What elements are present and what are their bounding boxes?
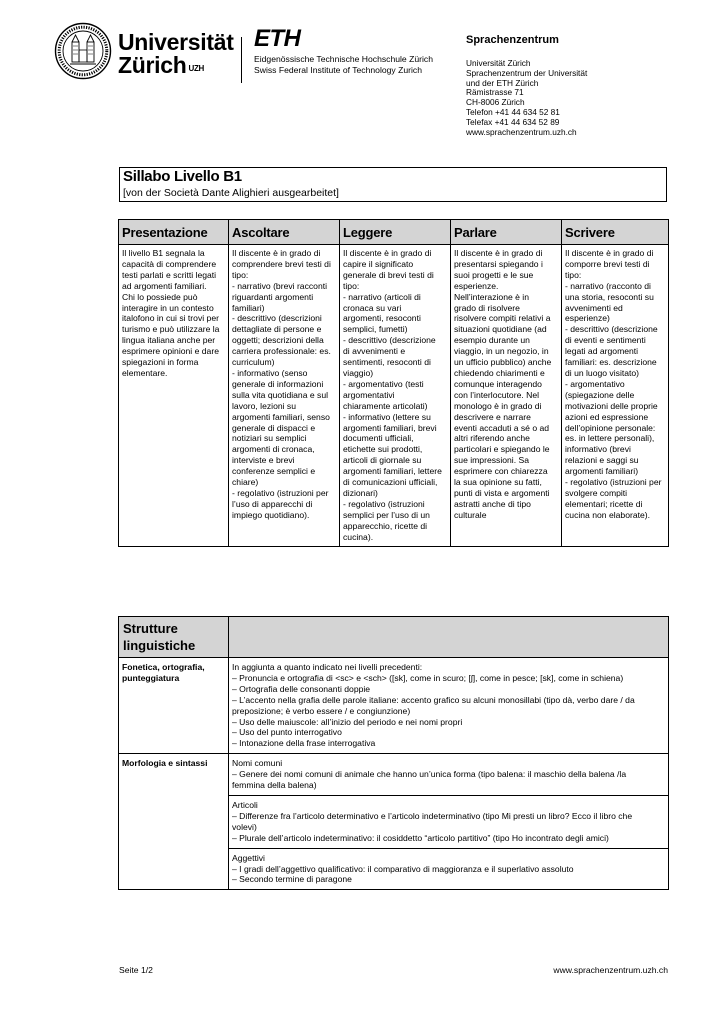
text-line: - informativo (lettere su <box>343 411 431 422</box>
address-line: Universität Zürich <box>466 58 531 68</box>
text-line: – Pronuncia e ortografia di <sc> e <sch> ([sk], come in scuro; [ʃ], come in pesce; [sk], come in schiena) <box>232 672 624 683</box>
address-block <box>466 59 587 137</box>
text-line: comporre brevi testi di <box>565 258 650 269</box>
text-line: esperienze. <box>454 280 499 291</box>
text-line: una storia, resoconti su <box>565 291 654 302</box>
text-line: italofono in cui si trovi per <box>122 313 219 324</box>
text-line: – Ortografia delle consonanti doppie <box>232 683 371 694</box>
text-line: particolari e spiegando le <box>454 444 550 455</box>
text-line: capacità di comprendere <box>122 258 217 269</box>
text-line: familiari: es. descrizione <box>565 357 657 368</box>
text-line: Articoli <box>232 799 258 810</box>
skills-content-row <box>119 245 669 547</box>
cell-leggere <box>340 245 451 547</box>
row-content-fonetica <box>229 658 669 754</box>
text-line: presentarsi spiegando i <box>454 258 543 269</box>
page-number: Seite 1/2 <box>119 965 153 975</box>
table-row <box>119 658 669 754</box>
uzh-abbr: UZH <box>188 64 205 73</box>
syllabus-subtitle: [von der Società Dante Alighieri ausgearbeitet] <box>123 187 339 199</box>
text-line: dell’opinione personale: <box>565 422 656 433</box>
text-line: Aggettivi <box>232 852 265 863</box>
address-line: und der ETH Zürich <box>466 77 539 88</box>
text-line: elementari; ricette di <box>565 498 643 509</box>
text-line: eventi accaduti a sé o ad <box>454 422 550 433</box>
table-row <box>119 754 669 796</box>
text-line: cucina). <box>343 531 374 542</box>
header-scrivere: Scrivere <box>562 220 669 245</box>
text-line: lavoro, lezioni su <box>232 400 297 411</box>
text-line: avvenimenti ed <box>565 302 623 313</box>
text-line: apparecchio, ricette di <box>343 520 428 531</box>
text-line: altri riferendo anche <box>454 433 530 444</box>
header-leggere: Leggere <box>340 220 451 245</box>
text-line: Il discente è in grado di <box>232 248 321 258</box>
eth-name-en: Swiss Federal Institute of Technology Zurich <box>254 65 422 75</box>
text-line: sulla vita quotidiana e sul <box>232 389 329 400</box>
text-line: - argomentativo (testi <box>343 378 424 389</box>
structures-table <box>118 616 669 890</box>
syllabus-title: Sillabo Livello B1 <box>123 168 242 185</box>
eth-name-de: Eidgenössische Technische Hochschule Zürich <box>254 54 433 64</box>
text-line: conferenze semplici e <box>232 466 316 477</box>
text-line: Il discente è in grado di <box>565 248 654 258</box>
text-line: notiziari su semplici <box>232 433 307 444</box>
text-line: dizionari) <box>343 487 378 498</box>
text-line: semplici, fumetti) <box>343 324 408 335</box>
text-line: comunque interagendo <box>454 378 542 389</box>
text-line: argomenti familiari, lettere <box>343 466 442 477</box>
text-line: volevi) <box>232 821 257 832</box>
text-line: tipo: <box>343 280 360 291</box>
text-line: di avvenimenti e <box>343 346 406 357</box>
text-line: - descrittivo (descrizioni <box>232 313 322 324</box>
text-line: l’uso di apparecchi di <box>232 498 313 509</box>
text-line: – L’accento nella grafia delle parole italiane: accento grafico su alcuni monosillabi (tipo dà, verbo dare / da <box>232 694 635 705</box>
text-line: ad argomenti familiari. <box>122 280 207 291</box>
text-line: - narrativo (racconto di <box>565 280 651 291</box>
address-line: Sprachenzentrum der Universität <box>466 67 588 78</box>
structures-header-row <box>119 617 669 658</box>
address-line: CH-8006 Zürich <box>466 97 525 108</box>
text-line: articoli di giornale su <box>343 455 422 466</box>
text-line: argomentativi <box>343 389 395 400</box>
eth-logo: ETH <box>254 25 301 52</box>
cell-presentazione <box>119 245 229 547</box>
text-line: risolvere compiti relativi a <box>454 313 551 324</box>
text-line: - narrativo (articoli di <box>343 291 421 302</box>
text-line: situazioni quotidiane (ad <box>454 324 547 335</box>
text-line: (spiegazione delle <box>565 389 635 400</box>
text-line: capire il significato <box>343 258 414 269</box>
text-line: - regolativo (istruzioni <box>343 498 425 509</box>
text-line: oggetti; descrizioni della <box>232 335 324 346</box>
cell-parlare <box>451 245 562 547</box>
text-line: testi parlati e scritti legati <box>122 269 217 280</box>
text-line: – Uso delle maiuscole: all’inizio del periodo e nei nomi propri <box>232 716 463 727</box>
text-line: - argomentativo <box>565 378 625 389</box>
text-line: interagire in un contesto <box>122 302 214 313</box>
text-line: motivazioni delle proprie <box>565 400 658 411</box>
text-line: – Genere dei nomi comuni di animale che hanno un’unica forma (tipo balena: il maschio della balena /la <box>232 769 627 780</box>
text-line: esprimere opinioni e dare <box>122 346 219 357</box>
logo-divider <box>241 37 242 83</box>
text-line: riguardanti argomenti <box>232 291 314 302</box>
text-line: interviste e brevi <box>232 455 295 466</box>
text-line: relazioni e saggi su <box>565 455 639 466</box>
text-line: elementare. <box>122 367 168 378</box>
cell-ascoltare <box>229 245 340 547</box>
header-ascoltare: Ascoltare <box>229 220 340 245</box>
text-line: – Differenze fra l’articolo determinativo e l’articolo indeterminativo (tipo Mi presti un libro? Ecco il libro che <box>232 810 633 821</box>
text-line: - descrittivo (descrizione <box>343 335 436 346</box>
text-line: - regolativo (istruzioni per <box>232 487 329 498</box>
text-line: semplici per l’uso di un <box>343 509 430 520</box>
address-phone: Telefon +41 44 634 52 81 <box>466 106 560 117</box>
header-parlare: Parlare <box>451 220 562 245</box>
text-line: familiari) <box>232 302 265 313</box>
text-line: monologo è in grado di <box>454 400 542 411</box>
row-content-nomi <box>229 754 669 796</box>
text-line: esempio durante un <box>454 335 530 346</box>
text-line: – Plurale dell’articolo indeterminativo: il cosiddetto “articolo partitivo” (tipo Ho incontrato degli amici) <box>232 832 609 843</box>
text-line: suoi progetti e le sue <box>454 269 534 280</box>
structures-header: Strutture linguistiche <box>119 617 229 658</box>
text-line: sue impressioni. Sa <box>454 455 529 466</box>
text-line: grado di risolvere <box>454 302 520 313</box>
uzh-seal-logo <box>54 22 112 80</box>
text-line: informativo (brevi <box>565 444 631 455</box>
text-line: azioni ed espressione <box>565 411 649 422</box>
text-line: culturale <box>454 509 487 520</box>
text-line: viaggio, in un negozio, in <box>454 346 549 357</box>
row-label-fonetica: Fonetica, ortografia, punteggiatura <box>119 658 229 754</box>
text-line: In aggiunta a quanto indicato nei livelli precedenti: <box>232 662 423 672</box>
text-line: Il livello B1 segnala la <box>122 248 205 258</box>
text-line: chiare) <box>232 477 259 488</box>
text-line: - informativo (senso <box>232 367 308 378</box>
uzh-wordmark <box>118 31 234 77</box>
text-line: argomenti familiari, brevi <box>343 422 437 433</box>
uzh-name-line1: Universität <box>118 29 234 55</box>
skills-header-row <box>119 220 669 245</box>
text-line: argomenti di cronaca, <box>232 444 315 455</box>
text-line: – I gradi dell’aggettivo qualificativo: il comparativo di maggioranza e il superlativo assoluto <box>232 863 574 874</box>
text-line: – Uso del punto interrogativo <box>232 727 342 738</box>
text-line: spiegazioni in forma <box>122 357 199 368</box>
text-line: Nell’interazione è in <box>454 291 529 302</box>
text-line: lingua italiana anche per <box>122 335 216 346</box>
row-content-aggettivi <box>229 848 669 890</box>
uzh-name-line2: Zürich <box>118 52 187 78</box>
skills-table <box>118 219 669 547</box>
text-line: viaggio) <box>343 367 374 378</box>
text-line: Chi lo possiede può <box>122 291 198 302</box>
text-line: di un luogo visitato) <box>565 367 640 378</box>
text-line: tipo: <box>565 269 582 280</box>
text-line: carriera professionale: es. <box>232 346 331 357</box>
row-content-articoli <box>229 795 669 848</box>
text-line: la sua opinione su fatti, <box>454 477 542 488</box>
cell-scrivere <box>562 245 669 547</box>
text-line: Il discente è in grado di <box>454 248 543 258</box>
text-line: punti di vista e argomenti <box>454 487 550 498</box>
text-line: legati ad argomenti <box>565 346 639 357</box>
address-fax: Telefax +41 44 634 52 89 <box>466 116 560 127</box>
text-line: argomenti, resoconti <box>343 313 421 324</box>
row-label-morfologia: Morfologia e sintassi <box>119 754 229 890</box>
text-line: esperienze) <box>565 313 610 324</box>
text-line: - regolativo (istruzioni per <box>565 477 662 488</box>
text-line: femmina della balena) <box>232 780 317 791</box>
text-line: turismo e può utilizzare la <box>122 324 220 335</box>
text-line: - descrittivo (descrizione <box>565 324 658 335</box>
text-line: Nomi comuni <box>232 758 283 769</box>
text-line: generale di brevi testi di <box>343 269 434 280</box>
text-line: di eventi e sentimenti <box>565 335 646 346</box>
text-line: svolgere compiti <box>565 487 628 498</box>
text-line: argomenti familiari, senso <box>232 411 330 422</box>
address-website-link[interactable]: www.sprachenzentrum.uzh.ch <box>466 126 577 137</box>
address-line: Rämistrasse 71 <box>466 87 524 98</box>
text-line: dettagliate di persone e <box>232 324 322 335</box>
text-line: es. in lettere personali), <box>565 433 655 444</box>
text-line: generale di informazioni <box>232 378 324 389</box>
text-line: – Secondo termine di paragone <box>232 874 352 885</box>
text-line: chiaramente articolati) <box>343 400 428 411</box>
text-line: – Intonazione della frase interrogativa <box>232 738 376 749</box>
text-line: impiego quotidiano). <box>232 509 310 520</box>
text-line: esprimere con chiarezza <box>454 466 548 477</box>
text-line: con l’interlocutore. Nel <box>454 389 540 400</box>
text-line: documenti ufficiali, <box>343 433 414 444</box>
text-line: argomenti familiari) <box>565 466 639 477</box>
text-line: cronaca su vari <box>343 302 402 313</box>
text-line: sentimenti, resoconti di <box>343 357 431 368</box>
header-presentazione: Presentazione <box>119 220 229 245</box>
text-line: cucina non elaborate). <box>565 509 651 520</box>
text-line: - narrativo (brevi racconti <box>232 280 328 291</box>
text-line: chiedendo chiarimenti e <box>454 367 545 378</box>
sprachenzentrum-title: Sprachenzentrum <box>466 34 559 46</box>
text-line: astratti anche di tipo <box>454 498 531 509</box>
text-line: tipo: <box>232 269 249 280</box>
text-line: comprendere brevi testi di <box>232 258 331 269</box>
text-line: un ufficio pubblico) anche <box>454 357 552 368</box>
footer-website-link[interactable]: www.sprachenzentrum.uzh.ch <box>553 965 668 975</box>
text-line: preposizione; è verbo essere / e congiunzione) <box>232 705 411 716</box>
text-line: etichette sui prodotti, <box>343 444 423 455</box>
text-line: di comunicazioni ufficiali, <box>343 477 438 488</box>
structures-header-empty <box>229 617 669 658</box>
text-line: curriculum) <box>232 357 275 368</box>
text-line: descrivere e narrare <box>454 411 531 422</box>
text-line: Il discente è in grado di <box>343 248 432 258</box>
text-line: generale di dispacci e <box>232 422 316 433</box>
